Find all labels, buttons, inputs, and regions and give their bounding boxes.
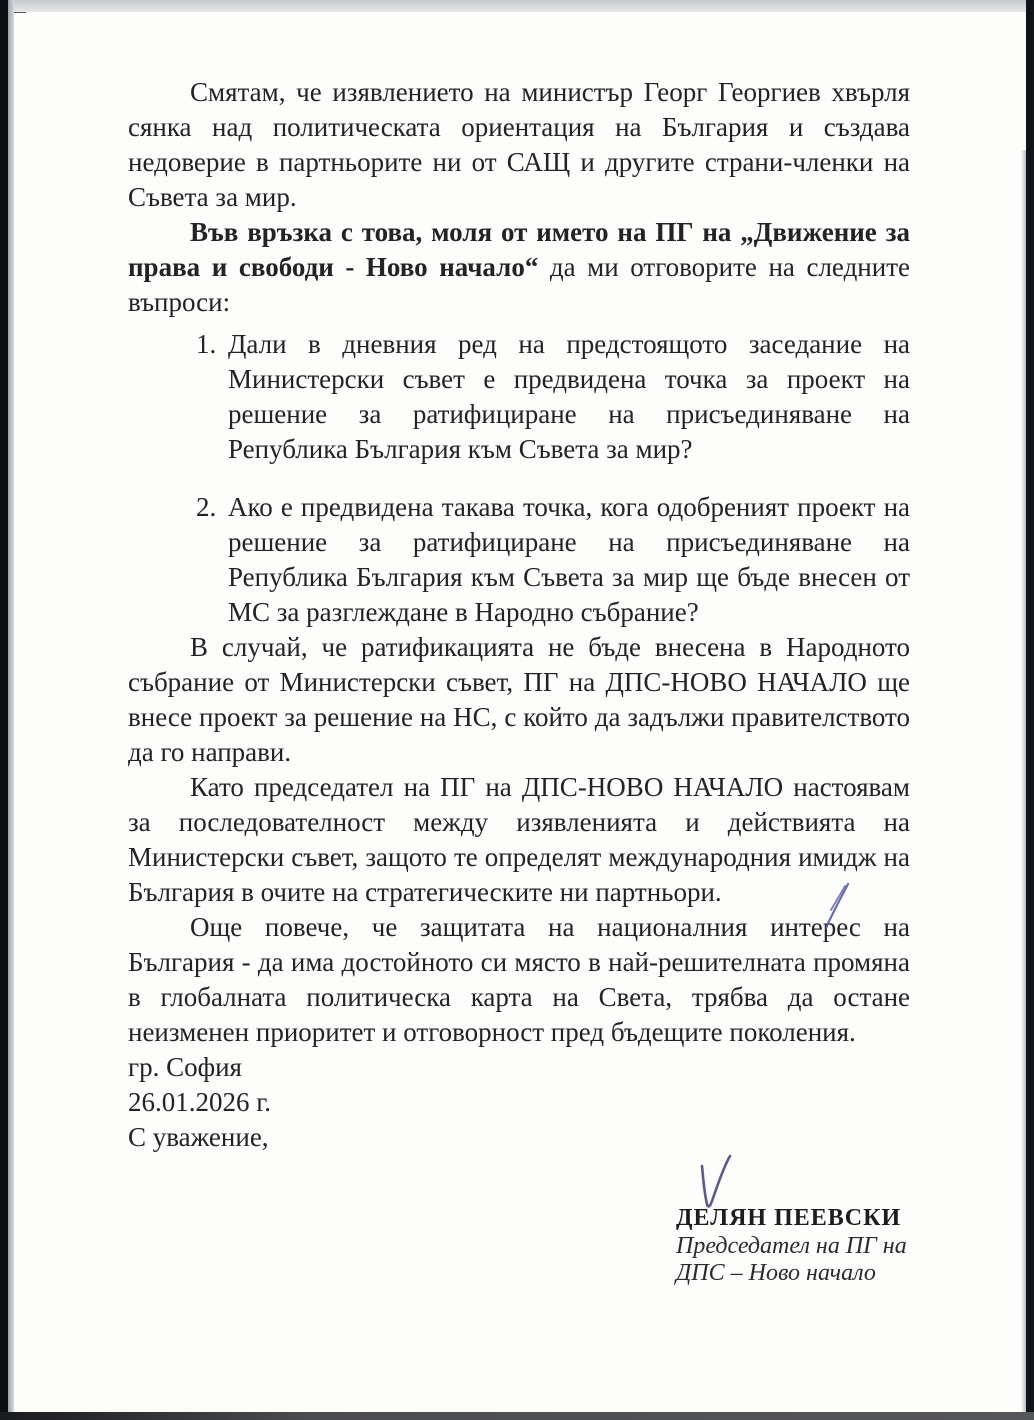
letter-body — [128, 75, 910, 1155]
question-item-2 — [128, 490, 910, 630]
signature-title-line-1: Председател на ПГ на — [676, 1233, 907, 1259]
question-text-2: Ако е предвидена такава точка, кога одобреният проект на решение за ратифициране на присъединяване на Република България към Съвета за мир ще бъде внесен от МС за разглеждане в Народно събрание? — [228, 492, 910, 627]
closing-salutation: С уважение, — [128, 1122, 269, 1152]
question-number-2: 2. — [196, 492, 217, 522]
scan-edge-right — [1026, 0, 1034, 1420]
pen-mark-icon — [818, 878, 856, 934]
paragraph-request — [128, 215, 910, 320]
date-line: 26.01.2026 г. — [128, 1087, 272, 1117]
request-bold-text: Във връзка с това, моля от името на ПГ на „Движение за права и свободи - Ново начало“ — [128, 217, 910, 282]
paragraph-opinion: Смятам, че изявлението на министър Георг Георгиев хвърля сянка над политическата ориентация на България и създава недоверие в партньорите ни от САЩ и другите страни-членки на Съвета за мир. — [128, 77, 910, 212]
signature-title-line-2: ДПС – Ново начало — [676, 1260, 876, 1286]
scan-edge-bottom — [0, 1412, 1034, 1420]
question-number-1: 1. — [196, 329, 217, 359]
question-item-1 — [128, 327, 910, 467]
scan-edge-left — [0, 0, 8, 1420]
signature-name: ДЕЛЯН ПЕЕВСКИ — [676, 1205, 902, 1231]
question-text-1: Дали в дневния ред на предстоящото заседание на Министерски съвет е предвидена точка за проект на решение за ратифициране на присъединяване на Република България към Съвета за мир? — [228, 329, 910, 464]
signature-block — [676, 1204, 976, 1287]
scan-edge-left-shadow — [8, 0, 14, 1420]
request-regular-text: да ми отговорите на следните въпроси: — [128, 252, 910, 317]
paragraph-chairman-statement: Като председател на ПГ на ДПС-НОВО НАЧАЛО настоявам за последователност между изявленията и действията на Министерски съвет, защото те определят международния имидж на България в очите на стратегическите ни партньори. — [128, 772, 910, 907]
city-line: гр. София — [128, 1052, 242, 1082]
paragraph-condition: В случай, че ратификацията не бъде внесена в Народното събрание от Министерски съвет, ПГ на ДПС-НОВО НАЧАЛО ще внесе проект за решение на НС, с който да задължи правителството да го направи. — [128, 632, 910, 767]
scan-edge-top — [0, 0, 1034, 12]
paragraph-national-interest: Още повече, че защитата на националния интерес на България - да има достойното си място в най-решителната промяна в глобалната политическа карта на Света, трябва да остане неизменен приоритет и отговорност пред бъдещите поколения. — [128, 912, 910, 1047]
